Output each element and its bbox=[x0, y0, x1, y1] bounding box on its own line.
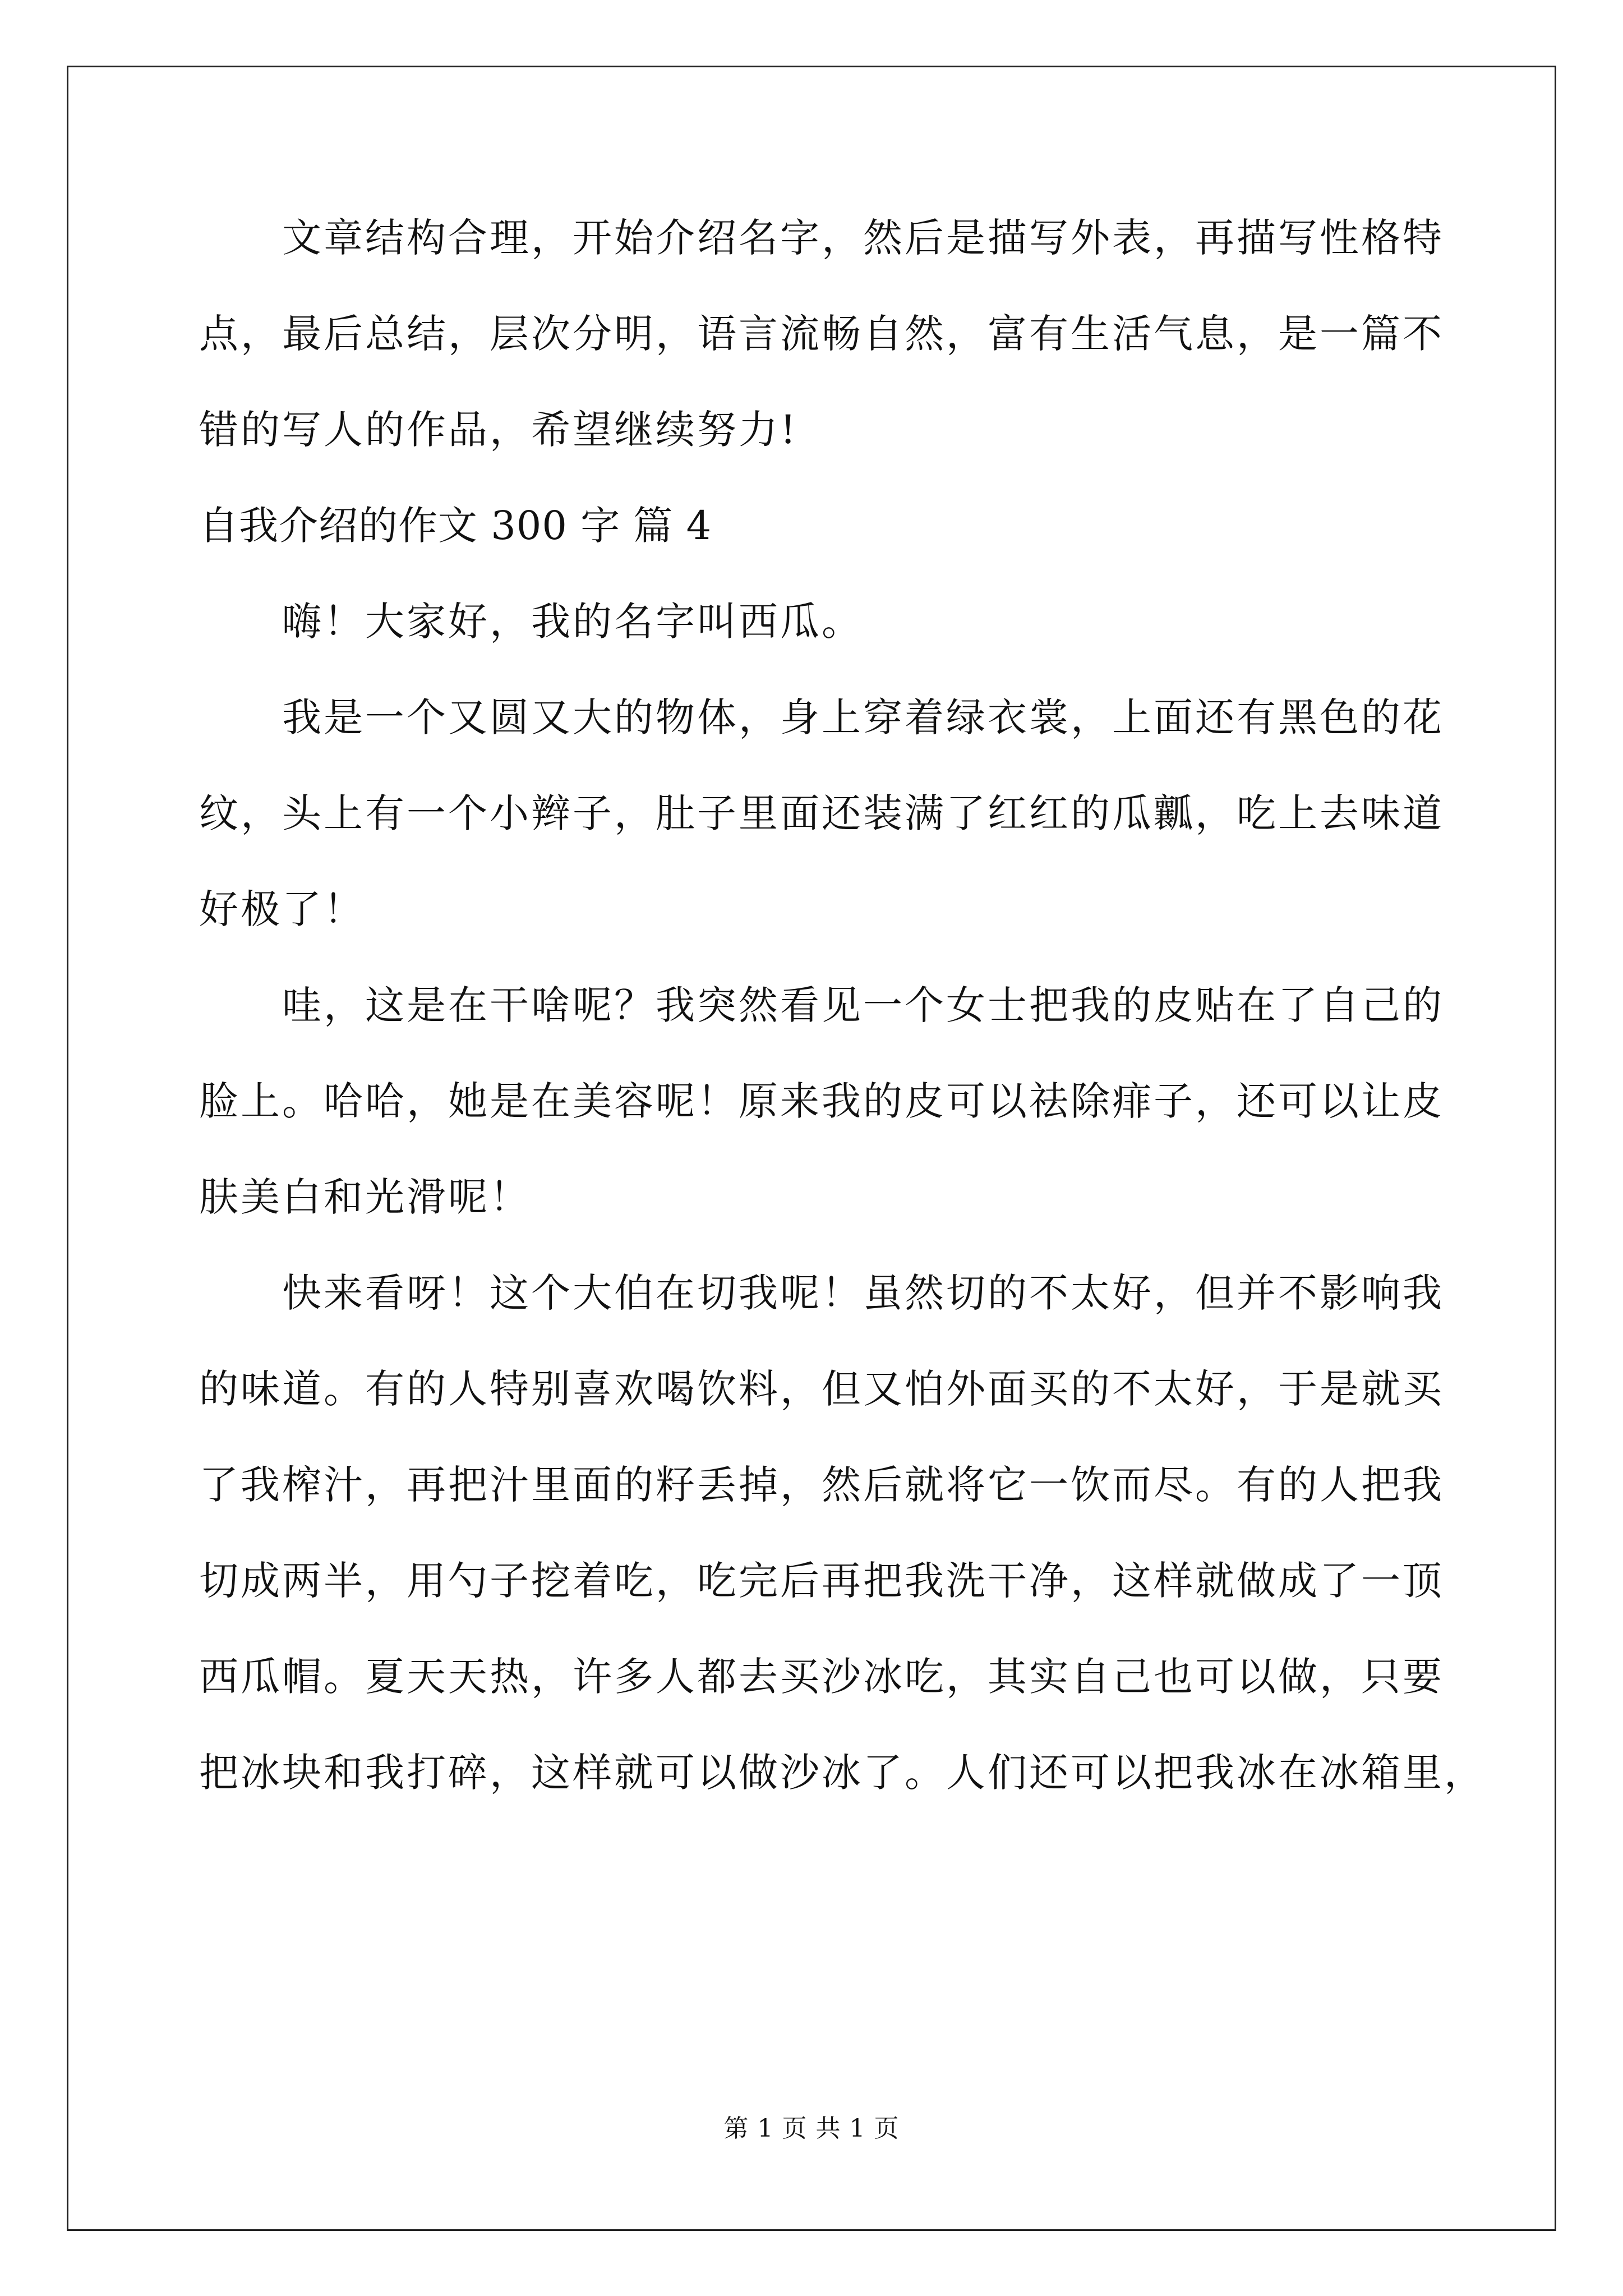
paragraph-line: 的味道。有的人特别喜欢喝饮料，但又怕外面买的不太好，于是就买 bbox=[199, 1366, 1444, 1412]
paragraph-line: 好极了！ bbox=[199, 886, 365, 932]
paragraph-line: 文章结构合理，开始介绍名字，然后是描写外表，再描写性格特 bbox=[282, 215, 1444, 261]
paragraph-line: 纹，头上有一个小辫子，肚子里面还装满了红红的瓜瓤，吃上去味道 bbox=[199, 790, 1444, 836]
paragraph-line: 了我榨汁，再把汁里面的籽丢掉，然后就将它一饮而尽。有的人把我 bbox=[199, 1462, 1444, 1508]
paragraph-line: 西瓜帽。夏天天热，许多人都去买沙冰吃，其实自己也可以做，只要 bbox=[199, 1654, 1444, 1700]
page-border bbox=[67, 66, 1556, 2231]
paragraph-line: 嗨！大家好，我的名字叫西瓜。 bbox=[282, 599, 863, 645]
paragraph-line: 错的写人的作品，希望继续努力! bbox=[199, 407, 799, 453]
paragraph-line: 点，最后总结，层次分明，语言流畅自然，富有生活气息，是一篇不 bbox=[199, 311, 1444, 357]
paragraph-line: 快来看呀！这个大伯在切我呢！虽然切的不太好，但并不影响我 bbox=[282, 1270, 1444, 1316]
paragraph-line: 肤美白和光滑呢！ bbox=[199, 1174, 531, 1220]
section-heading: 自我介绍的作文 300 字 篇 4 bbox=[199, 503, 712, 549]
paragraph-line: 哇，这是在干啥呢？我突然看见一个女士把我的皮贴在了自己的 bbox=[282, 982, 1444, 1028]
paragraph-line: 把冰块和我打碎，这样就可以做沙冰了。人们还可以把我冰在冰箱里， bbox=[199, 1750, 1486, 1796]
paragraph-line: 切成两半，用勺子挖着吃，吃完后再把我洗干净，这样就做成了一顶 bbox=[199, 1558, 1444, 1604]
paragraph-line: 脸上。哈哈，她是在美容呢！原来我的皮可以祛除痱子，还可以让皮 bbox=[199, 1078, 1444, 1124]
page-footer: 第 1 页 共 1 页 bbox=[723, 2114, 900, 2143]
paragraph-line: 我是一个又圆又大的物体，身上穿着绿衣裳，上面还有黑色的花 bbox=[282, 694, 1444, 740]
